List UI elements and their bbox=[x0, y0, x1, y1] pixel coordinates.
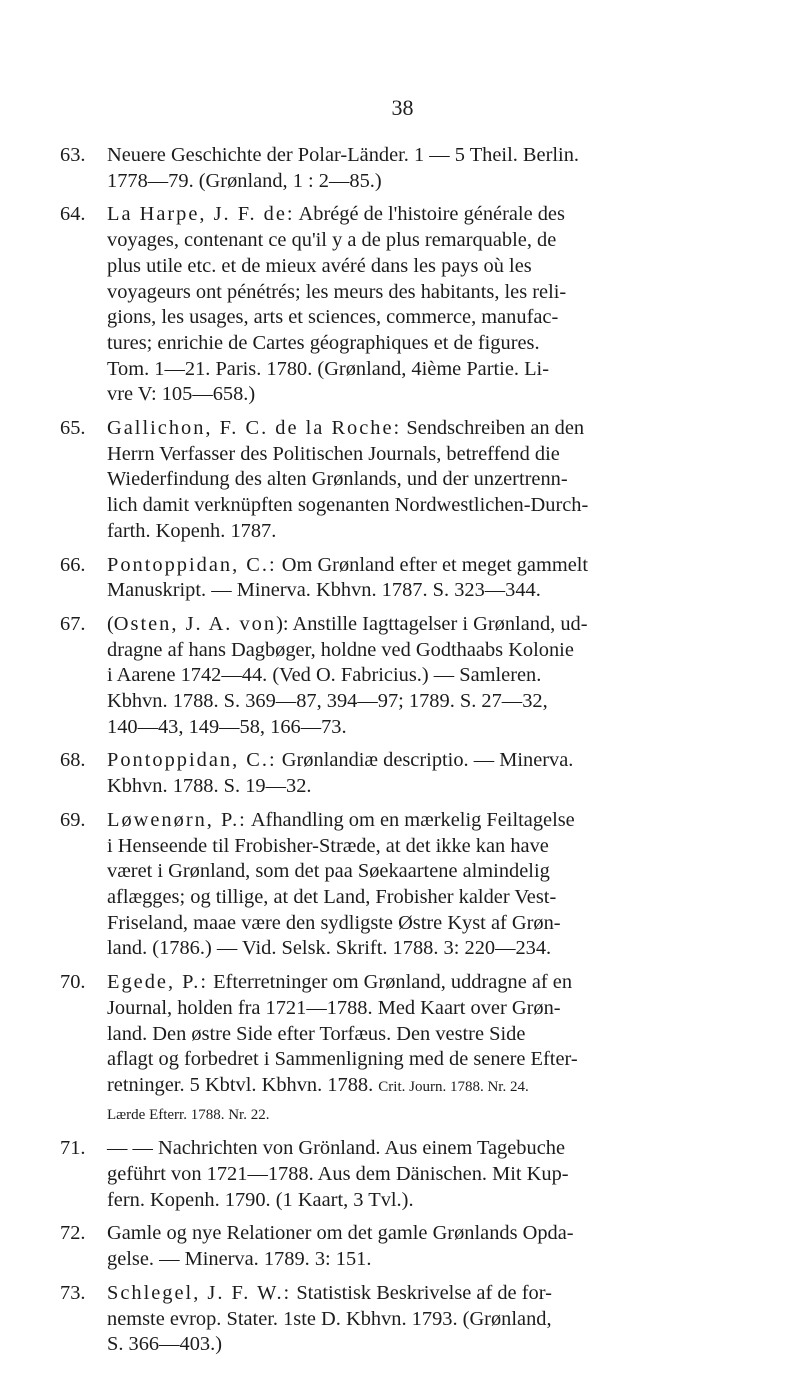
entry-text: lich damit verknüpften sogenanten Nordwestlichen-Durch- bbox=[107, 494, 589, 517]
entry-number: 68. bbox=[60, 749, 86, 772]
entry-text: Grønlandiæ descriptio. — Minerva. bbox=[276, 749, 574, 772]
bibliography-entry bbox=[60, 143, 772, 194]
entry-line bbox=[60, 970, 772, 996]
entry-line bbox=[60, 1022, 772, 1048]
entry-line bbox=[60, 1221, 772, 1247]
entry-text: Tom. 1—21. Paris. 1780. (Grønland, 4ième Partie. Li- bbox=[107, 357, 549, 380]
entry-line bbox=[60, 936, 772, 962]
entry-line bbox=[60, 911, 772, 937]
entry-line bbox=[60, 885, 772, 911]
entry-line bbox=[60, 467, 772, 493]
entry-text: Efterretninger om Grønland, uddragne af en bbox=[207, 971, 573, 994]
entry-text: 1778—79. (Grønland, 1 : 2—85.) bbox=[107, 169, 382, 192]
entry-line bbox=[60, 382, 772, 408]
entry-text: Friseland, maae være den sydligste Østre Kyst af Grøn- bbox=[107, 911, 561, 934]
entry-number: 67. bbox=[60, 612, 86, 635]
entry-line bbox=[60, 1101, 772, 1129]
entry-text: Kbhvn. 1788. S. 369—87, 394—97; 1789. S. 27—32, bbox=[107, 690, 548, 713]
entry-number: 65. bbox=[60, 417, 86, 440]
entry-number: 71. bbox=[60, 1137, 86, 1160]
entry-text: Statistisk Beskrivelse af de for- bbox=[291, 1281, 552, 1304]
entry-line bbox=[60, 519, 772, 545]
entry-line bbox=[60, 1073, 772, 1101]
entry-line bbox=[60, 416, 772, 442]
entry-text: geführt von 1721—1788. Aus dem Dänischen. Mit Kup- bbox=[107, 1163, 569, 1186]
entry-line bbox=[60, 663, 772, 689]
bibliography-entry bbox=[60, 1136, 772, 1213]
entry-line bbox=[60, 305, 772, 331]
entry-line bbox=[60, 748, 772, 774]
entry-line bbox=[60, 1307, 772, 1333]
entry-note: Crit. Journ. 1788. Nr. 24. bbox=[378, 1078, 529, 1095]
entry-text: Herrn Verfasser des Politischen Journals, betreffend die bbox=[107, 442, 560, 465]
entry-text: plus utile etc. et de mieux avéré dans les pays où les bbox=[107, 254, 532, 277]
entry-line bbox=[60, 228, 772, 254]
entry-line bbox=[60, 859, 772, 885]
bibliography-entry bbox=[60, 808, 772, 962]
entry-author: Schlegel, J. F. W.: bbox=[107, 1281, 292, 1304]
entry-text: i Henseende til Frobisher-Stræde, at det ikke kan have bbox=[107, 834, 549, 857]
entry-text: vre V: 105—658.) bbox=[107, 383, 256, 406]
entry-line bbox=[60, 1162, 772, 1188]
entry-text: Gamle og nye Relationer om det gamle Grønlands Opda- bbox=[107, 1222, 574, 1245]
entry-text: Abrégé de l'histoire générale des bbox=[294, 203, 565, 226]
entry-author: Gallichon, F. C. de la Roche: bbox=[107, 417, 402, 440]
entry-line bbox=[60, 143, 772, 169]
entry-text: voyages, contenant ce qu'il y a de plus remarquable, de bbox=[107, 229, 557, 252]
entry-author: Egede, P.: bbox=[107, 971, 208, 994]
bibliography-entry bbox=[60, 612, 772, 741]
entry-author: La Harpe, J. F. de: bbox=[107, 203, 295, 226]
entry-text: ( bbox=[107, 612, 114, 635]
entry-text: 140—43, 149—58, 166—73. bbox=[107, 715, 347, 738]
entry-line bbox=[60, 578, 772, 604]
entry-text: Wiederfindung des alten Grønlands, und der unzertrenn- bbox=[107, 468, 568, 491]
entry-line bbox=[60, 774, 772, 800]
entry-line bbox=[60, 1281, 772, 1307]
entry-text: gions, les usages, arts et sciences, commerce, manufac- bbox=[107, 306, 559, 329]
entry-text: Kbhvn. 1788. S. 19—32. bbox=[107, 775, 312, 798]
entry-text: aflagt og forbedret i Sammenligning med de senere Efter- bbox=[107, 1048, 578, 1071]
entry-author: Pontoppidan, C.: bbox=[107, 749, 277, 772]
entry-line bbox=[60, 254, 772, 280]
entry-line bbox=[60, 1188, 772, 1214]
entry-number: 73. bbox=[60, 1281, 86, 1304]
entry-line bbox=[60, 442, 772, 468]
entry-line bbox=[60, 1332, 772, 1358]
entry-text: Neuere Geschichte der Polar-Länder. 1 — 5 Theil. Berlin. bbox=[107, 144, 580, 166]
bibliography-entry bbox=[60, 202, 772, 408]
entry-text: Afhandling om en mærkelig Feiltagelse bbox=[246, 808, 575, 831]
entry-text: land. (1786.) — Vid. Selsk. Skrift. 1788. 3: 220—234. bbox=[107, 937, 552, 960]
bibliography-entry bbox=[60, 553, 772, 604]
entry-text: fern. Kopenh. 1790. (1 Kaart, 3 Tvl.). bbox=[107, 1188, 414, 1211]
entry-author: Løwenørn, P.: bbox=[107, 808, 247, 831]
entry-text: ): Anstille Iagttagelser i Grønland, ud- bbox=[276, 612, 588, 635]
entry-line bbox=[60, 612, 772, 638]
bibliography-entry bbox=[60, 416, 772, 545]
entry-author: Pontoppidan, C.: bbox=[107, 553, 277, 576]
entry-text: Manuskript. — Minerva. Kbhvn. 1787. S. 323—344. bbox=[107, 579, 541, 602]
entry-line bbox=[60, 331, 772, 357]
entry-text: voyageurs ont pénétrés; les meurs des habitants, les reli- bbox=[107, 280, 567, 303]
entry-text: gelse. — Minerva. 1789. 3: 151. bbox=[107, 1248, 372, 1271]
entry-number: 72. bbox=[60, 1222, 86, 1245]
entry-text: farth. Kopenh. 1787. bbox=[107, 519, 277, 542]
entry-number: 66. bbox=[60, 553, 86, 576]
entry-line bbox=[60, 808, 772, 834]
entry-line bbox=[60, 638, 772, 664]
entry-line bbox=[60, 689, 772, 715]
entry-line bbox=[60, 202, 772, 228]
entry-line bbox=[60, 715, 772, 741]
bibliography-entry bbox=[60, 970, 772, 1128]
entry-line bbox=[60, 357, 772, 383]
entry-line bbox=[60, 1247, 772, 1273]
entry-text: i Aarene 1742—44. (Ved O. Fabricius.) — Samleren. bbox=[107, 664, 542, 687]
entry-line bbox=[60, 996, 772, 1022]
entry-text: aflægges; og tillige, at det Land, Frobisher kalder Vest- bbox=[107, 885, 557, 908]
entry-text: Sendschreiben an den bbox=[401, 417, 585, 440]
entry-number: 70. bbox=[60, 971, 86, 994]
page-number: 38 bbox=[391, 95, 414, 120]
entry-text: retninger. 5 Kbtvl. Kbhvn. 1788. bbox=[107, 1073, 379, 1096]
bibliography-entry bbox=[60, 1221, 772, 1272]
entry-line bbox=[60, 1136, 772, 1162]
entry-line bbox=[60, 553, 772, 579]
entry-text: nemste evrop. Stater. 1ste D. Kbhvn. 1793. (Grønland, bbox=[107, 1307, 552, 1330]
entry-line bbox=[60, 493, 772, 519]
entry-number: 64. bbox=[60, 203, 86, 226]
entry-number: 69. bbox=[60, 808, 86, 831]
entry-line bbox=[60, 1047, 772, 1073]
entry-line bbox=[60, 280, 772, 306]
bibliography-entry bbox=[60, 748, 772, 799]
entry-text: Journal, holden fra 1721—1788. Med Kaart over Grøn- bbox=[107, 996, 561, 1019]
entry-text: dragne af hans Dagbøger, holdne ved Godthaabs Kolonie bbox=[107, 638, 574, 661]
entry-line bbox=[60, 834, 772, 860]
entry-text: land. Den østre Side efter Torfæus. Den vestre Side bbox=[107, 1022, 526, 1045]
bibliography-entry bbox=[60, 1281, 772, 1358]
entry-line bbox=[60, 169, 772, 195]
entry-text: Om Grønland efter et meget gammelt bbox=[276, 553, 589, 576]
entry-number: 63. bbox=[60, 144, 86, 166]
entry-text: S. 366—403.) bbox=[107, 1333, 222, 1356]
bibliography-entries bbox=[60, 143, 772, 1366]
entry-author: Osten, J. A. von bbox=[113, 612, 277, 635]
entry-text: tures; enrichie de Cartes géographiques et de figures. bbox=[107, 331, 540, 354]
entry-note: Lærde Efterr. 1788. Nr. 22. bbox=[107, 1106, 270, 1123]
entry-text: været i Grønland, som det paa Søekaartene almindelig bbox=[107, 860, 550, 883]
entry-text: — — Nachrichten von Grönland. Aus einem Tagebuche bbox=[107, 1137, 565, 1160]
